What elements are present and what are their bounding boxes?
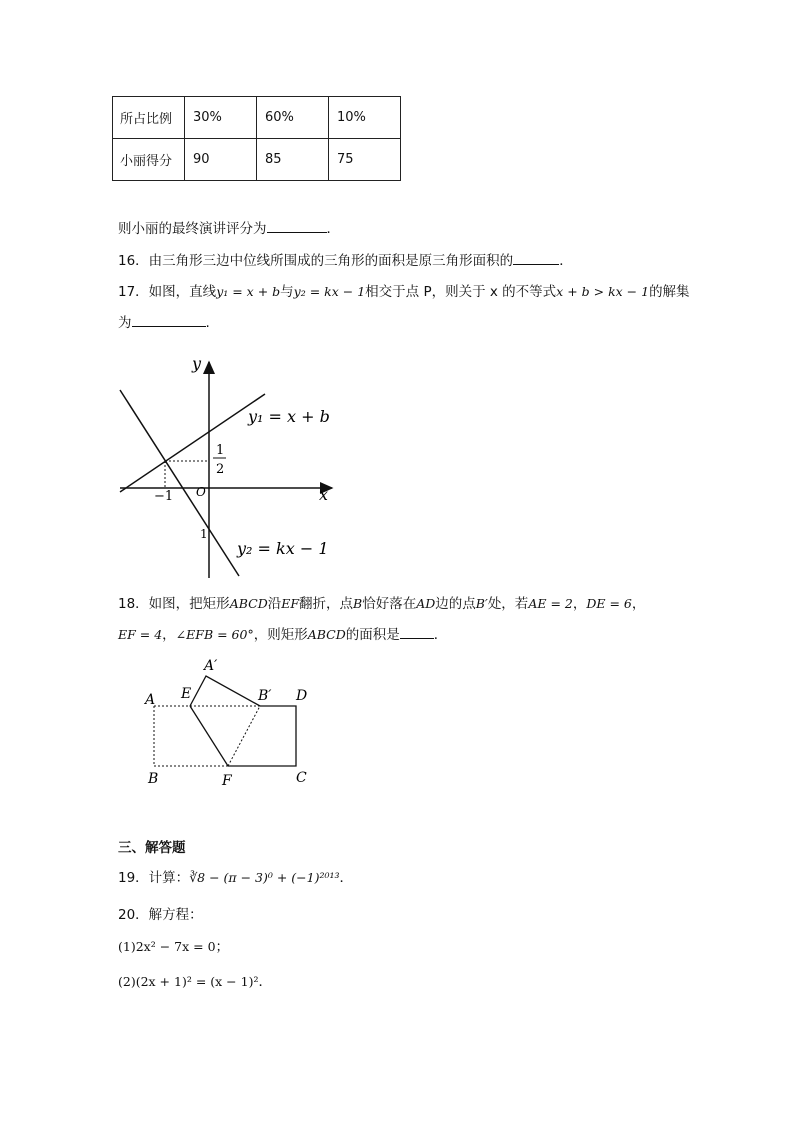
- label-e: E: [181, 686, 192, 702]
- tick-label-one: 1: [200, 527, 208, 541]
- question-text: ，则矩形: [253, 627, 308, 643]
- label-a: A: [145, 692, 156, 708]
- question-text: 翻折，点: [299, 596, 354, 612]
- table-cell: 85: [257, 139, 329, 181]
- label-a-prime: A′: [204, 658, 218, 674]
- equation-y1: y₁ = x + b: [216, 284, 281, 299]
- equation: (2)(2x + 1)² = (x − 1)²: [118, 974, 259, 989]
- question-text: 沿: [267, 596, 282, 612]
- table-cell: 60%: [257, 97, 329, 139]
- question-text: 相交于点 P，则关于 x 的不等式: [365, 284, 557, 300]
- period: ．: [339, 870, 354, 886]
- inequality: x + b > kx − 1: [556, 284, 650, 299]
- table-cell: 10%: [329, 97, 401, 139]
- question-text: 边的点: [435, 596, 476, 612]
- question-text: 19．计算：: [118, 870, 190, 886]
- math-abcd: ABCD: [307, 627, 346, 642]
- period: ．: [559, 253, 573, 269]
- math-de: DE = 6: [586, 596, 632, 611]
- question-19: [118, 868, 353, 888]
- score-table: [112, 96, 401, 181]
- table-row: [113, 97, 401, 139]
- figure-17-graph: [112, 350, 342, 582]
- math-ad: AD: [416, 596, 436, 611]
- equation-y2: y₂ = kx − 1: [293, 284, 366, 299]
- answer-blank: [400, 624, 434, 639]
- dashed-fb: [228, 706, 260, 766]
- solid-rect-part: [228, 706, 296, 766]
- question-text: 18．如图，把矩形: [118, 596, 230, 612]
- table-cell: 90: [185, 139, 257, 181]
- question-text: 恰好落在: [362, 596, 417, 612]
- line-y2-label: y₂ = kx − 1: [237, 539, 329, 558]
- label-b-prime: B′: [258, 688, 272, 704]
- punctuation: ；: [215, 939, 230, 955]
- tick-label-neg-one: −1: [154, 489, 174, 504]
- x-axis-label: x: [319, 485, 329, 504]
- period: ．: [326, 221, 340, 237]
- label-d: D: [296, 688, 308, 704]
- math-angle: ∠EFB = 60°: [175, 627, 254, 642]
- y-axis-label: y: [192, 354, 202, 373]
- label-f: F: [222, 773, 232, 789]
- question-text: 的解集: [649, 284, 690, 300]
- label-b: B: [148, 771, 159, 787]
- origin-label: O: [196, 485, 206, 499]
- expression: ∛8 − (π − 3)⁰ + (−1)²⁰¹³: [189, 870, 340, 885]
- period: ．: [433, 627, 448, 643]
- question-16: [118, 250, 573, 271]
- question-18-line2: [118, 624, 447, 645]
- question-20-part2: [118, 972, 272, 992]
- math-abcd: ABCD: [229, 596, 268, 611]
- math-ef4: EF = 4: [118, 627, 163, 642]
- answer-blank: [132, 312, 206, 327]
- label-c: C: [296, 770, 307, 786]
- question-20-part1: [118, 937, 229, 957]
- equation: (1)2x² − 7x = 0: [118, 939, 216, 954]
- folded-edge: [190, 676, 260, 706]
- period: ．: [258, 974, 272, 990]
- math-ef: EF: [281, 596, 300, 611]
- period: .: [205, 315, 210, 331]
- table-header-cell: 所占比例: [113, 97, 185, 139]
- question-text: 与: [280, 284, 294, 300]
- question-text: ，: [631, 596, 646, 612]
- math-bprime: B′: [475, 596, 488, 611]
- fraction-numerator: 1: [216, 443, 225, 458]
- math-b: B: [353, 596, 363, 611]
- line-y1: [120, 394, 265, 492]
- question-17: [118, 282, 690, 302]
- line-y2: [120, 390, 239, 576]
- question-text: 则小丽的最终演讲评分为: [118, 221, 267, 237]
- answer-blank: [513, 250, 559, 265]
- question-text: 为: [118, 315, 132, 331]
- question-text: 的面积是: [345, 627, 400, 643]
- table-header-cell: 小丽得分: [113, 139, 185, 181]
- question-text: 处，若: [487, 596, 529, 612]
- question-text: 17．如图，直线: [118, 284, 217, 300]
- line-y1-label: y₁ = x + b: [248, 407, 330, 426]
- question-18: [118, 594, 645, 614]
- question-text: ，: [572, 596, 587, 612]
- section-heading: 三、解答题: [118, 840, 186, 856]
- figure-18-rectangle-fold: [140, 652, 320, 794]
- question-15-tail: [118, 218, 340, 239]
- fraction-denominator: 2: [216, 462, 225, 477]
- table-cell: 75: [329, 139, 401, 181]
- question-text: ，: [162, 627, 176, 643]
- question-17-line2: [118, 312, 210, 333]
- table-row: [113, 139, 401, 181]
- answer-blank: [267, 218, 327, 233]
- math-ae: AE = 2: [528, 596, 573, 611]
- question-20: 20．解方程：: [118, 907, 203, 923]
- fold-line-ef: [190, 706, 228, 766]
- question-text: 16．由三角形三边中位线所围成的三角形的面积是原三角形面积的: [118, 253, 514, 269]
- table-cell: 30%: [185, 97, 257, 139]
